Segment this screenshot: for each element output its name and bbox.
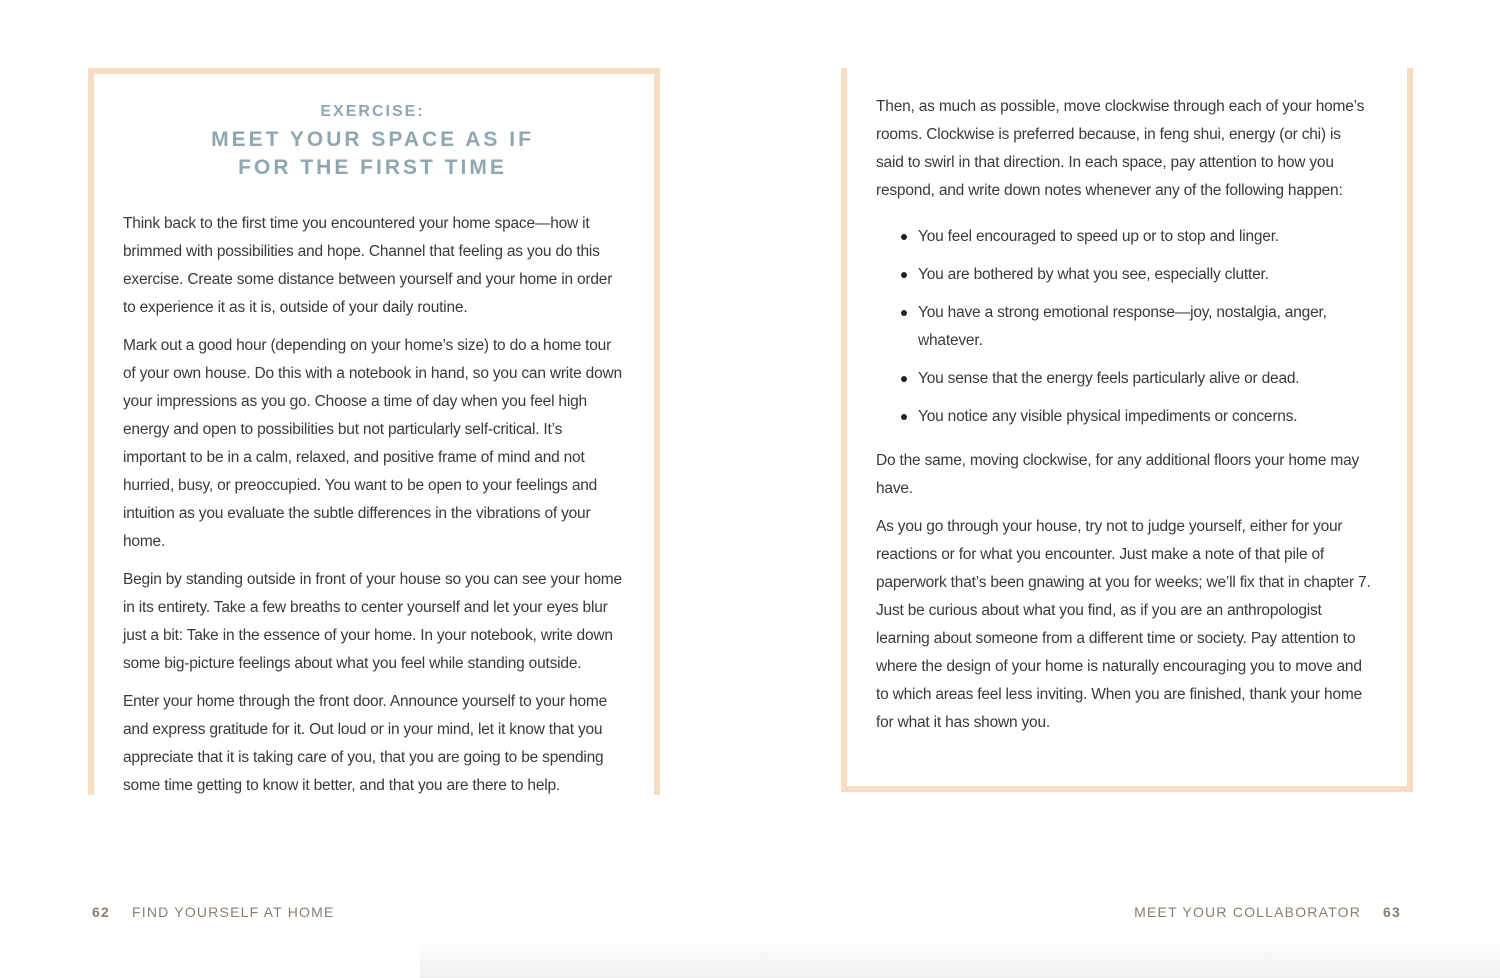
exercise-frame-left: [88, 68, 660, 795]
footer-right: [1134, 902, 1401, 922]
paragraph: Enter your home through the front door. Announce yourself to your home and express gratitude for it. Out loud or in your mind, let it know that you appreciate that it is taking care of you, that you are going to be spending some time getting to know it better, and that you are there to help.: [123, 693, 608, 794]
running-title-left: FIND YOURSELF AT HOME: [131, 904, 335, 920]
paragraph: Do the same, moving clockwise, for any additional floors your home may have.: [876, 452, 1360, 497]
left-body-text: [123, 210, 622, 800]
page-number-left: 62: [92, 904, 110, 920]
intro-paragraph: Then, as much as possible, move clockwise through each of your home’s rooms. Clockwise is preferred because, in feng shui, energy (or chi) is said to swirl in that direction. In each space, pay attention to how you respond, and write down notes whenever any of the following happen:: [876, 98, 1365, 199]
bullet-item: You sense that the energy feels particularly alive or dead.: [918, 365, 1371, 393]
bullet-list: [876, 223, 1371, 431]
page-number-right: 63: [1383, 904, 1401, 920]
paragraph: Think back to the first time you encountered your home space—how it brimmed with possibilities and hope. Channel that feeling as you do this exercise. Create some distance between yourself and your home in order to experience it as it is, outside of your daily routine.: [123, 215, 613, 316]
bullet-item: You notice any visible physical impediments or concerns.: [918, 403, 1371, 431]
page-shadow: [420, 938, 1500, 978]
paragraph: Begin by standing outside in front of your house so you can see your home in its entirety. Take a few breaths to center yourself and let your eyes blur just a bit: Take in the essence of your home. In your notebook, write down some big-picture feelings about what you feel while standing outside.: [123, 571, 622, 672]
exercise-title-line-2: FOR THE FIRST TIME: [238, 156, 507, 179]
paragraph: As you go through your house, try not to judge yourself, either for your reactions or for what you encounter. Just make a note of that pile of paperwork that’s been gnawing at you for weeks; we’ll fix that in chapter 7. Just be curious about what you find, as if you are an anthropologist learning about someone from a different time or society. Pay attention to where the design of your home is naturally encouraging you to move and to which areas feel less inviting. When you are finished, thank your home for what it has shown you.: [876, 518, 1371, 731]
bullet-item: You feel encouraged to speed up or to stop and linger.: [918, 223, 1371, 251]
bullet-item: You have a strong emotional response—joy, nostalgia, anger, whatever.: [918, 299, 1371, 355]
exercise-frame-right: [841, 68, 1413, 792]
footer-left: [92, 902, 335, 922]
exercise-title-line-1: MEET YOUR SPACE AS IF: [211, 128, 534, 151]
running-title-right: MEET YOUR COLLABORATOR: [1134, 904, 1362, 920]
exercise-label: EXERCISE:: [320, 103, 425, 120]
exercise-title: [123, 126, 622, 182]
paragraph: Mark out a good hour (depending on your home’s size) to do a home tour of your own house. Do this with a notebook in hand, so you can write down your impressions as you go. Choose a time of day when you feel high energy and open to possibilities but not particularly self-critical. It’s important to be in a calm, relaxed, and positive frame of mind and not hurried, busy, or preoccupied. You want to be open to your feelings and intuition as you evaluate the subtle differences in the vibrations of your home.: [123, 337, 622, 550]
bullet-item: You are bothered by what you see, especially clutter.: [918, 261, 1371, 289]
